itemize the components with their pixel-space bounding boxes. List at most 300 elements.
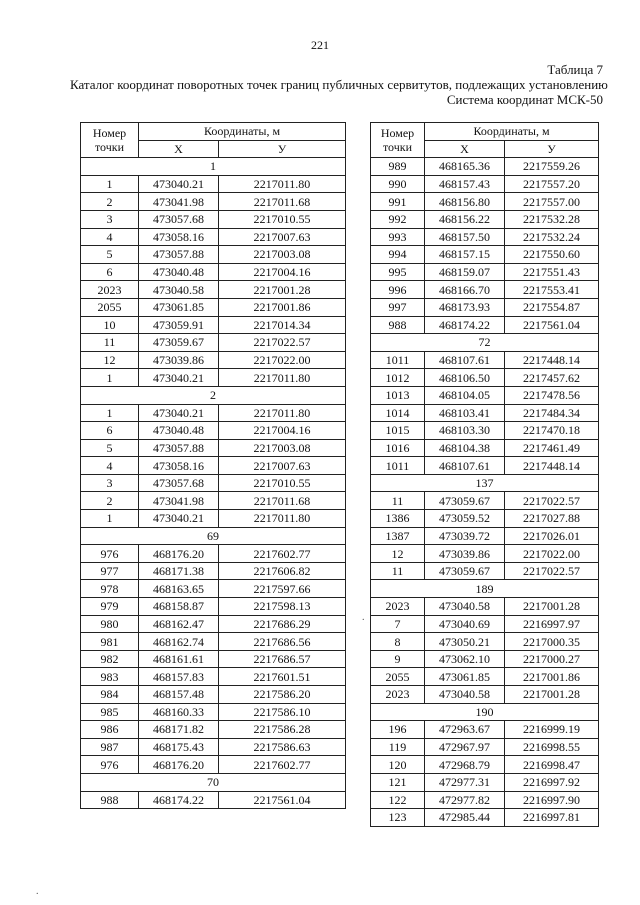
x-coordinate-cell: 468171.82: [139, 721, 219, 739]
x-coordinate-cell: 468157.50: [425, 228, 505, 246]
y-coordinate-cell: 2217586.10: [219, 703, 346, 721]
point-number-cell: 988: [371, 316, 425, 334]
x-coordinate-cell: 473039.72: [425, 527, 505, 545]
x-coordinate-cell: 468165.36: [425, 158, 505, 176]
point-number-cell: 3: [81, 210, 139, 228]
point-number-cell: 11: [81, 334, 139, 352]
y-coordinate-cell: 2217448.14: [505, 457, 599, 475]
table-row: [81, 457, 346, 475]
table-row: [371, 527, 599, 545]
y-coordinate-cell: 2217022.57: [505, 492, 599, 510]
y-coordinate-cell: 2217559.26: [505, 158, 599, 176]
point-number-cell: 12: [371, 545, 425, 563]
y-coordinate-cell: 2217011.80: [219, 175, 346, 193]
table-row: [81, 246, 346, 264]
point-number-cell: 983: [81, 668, 139, 686]
y-coordinate-cell: 2217470.18: [505, 422, 599, 440]
y-coordinate-cell: 2217551.43: [505, 263, 599, 281]
x-coordinate-cell: 473040.21: [139, 175, 219, 193]
y-coordinate-cell: 2217014.34: [219, 316, 346, 334]
group-row: [371, 580, 599, 598]
x-coordinate-cell: 473061.85: [139, 298, 219, 316]
y-coordinate-cell: 2217026.01: [505, 527, 599, 545]
table-row: [81, 668, 346, 686]
x-coordinate-cell: 468107.61: [425, 351, 505, 369]
point-number-cell: 981: [81, 633, 139, 651]
table-row: [81, 404, 346, 422]
table-body-left: [81, 158, 346, 809]
x-coordinate-cell: 468160.33: [139, 703, 219, 721]
table-row: [81, 703, 346, 721]
x-coordinate-cell: 473059.67: [425, 562, 505, 580]
x-coordinate-cell: 468166.70: [425, 281, 505, 299]
table-row: [81, 492, 346, 510]
table-row: [81, 598, 346, 616]
x-coordinate-cell: 468162.74: [139, 633, 219, 651]
point-number-cell: 1: [81, 369, 139, 387]
y-coordinate-cell: 2216997.90: [505, 791, 599, 809]
y-coordinate-cell: 2217461.49: [505, 439, 599, 457]
x-coordinate-cell: 472985.44: [425, 809, 505, 827]
x-coordinate-cell: 473040.58: [425, 686, 505, 704]
y-coordinate-cell: 2217010.55: [219, 474, 346, 492]
table-row: [81, 686, 346, 704]
table-row: [371, 351, 599, 369]
point-number-cell: 977: [81, 562, 139, 580]
table-row: [81, 738, 346, 756]
coordinates-table-left: [80, 122, 346, 809]
group-number: 1: [81, 158, 346, 176]
group-number: 69: [81, 527, 346, 545]
table-row: [81, 756, 346, 774]
point-number-cell: 978: [81, 580, 139, 598]
x-coordinate-cell: 473059.52: [425, 510, 505, 528]
header-point-number: [371, 123, 425, 158]
point-number-cell: 119: [371, 738, 425, 756]
x-coordinate-cell: 473057.88: [139, 246, 219, 264]
x-coordinate-cell: 473041.98: [139, 492, 219, 510]
table-row: [371, 316, 599, 334]
header-point-line2: точки: [94, 140, 125, 155]
x-coordinate-cell: 473040.58: [139, 281, 219, 299]
x-coordinate-cell: 468103.41: [425, 404, 505, 422]
point-number-cell: 11: [371, 562, 425, 580]
table-row: [371, 492, 599, 510]
y-coordinate-cell: 2217022.00: [505, 545, 599, 563]
y-coordinate-cell: 2217007.63: [219, 457, 346, 475]
stray-mark: .: [36, 886, 39, 897]
y-coordinate-cell: 2217022.57: [219, 334, 346, 352]
table-row: [371, 510, 599, 528]
x-coordinate-cell: 473061.85: [425, 668, 505, 686]
point-number-cell: 9: [371, 650, 425, 668]
y-coordinate-cell: 2217001.28: [505, 598, 599, 616]
x-coordinate-cell: 468158.87: [139, 598, 219, 616]
y-coordinate-cell: 2217606.82: [219, 562, 346, 580]
table-row: [371, 809, 599, 827]
table-row: [371, 369, 599, 387]
x-coordinate-cell: 473040.48: [139, 422, 219, 440]
y-coordinate-cell: 2217448.14: [505, 351, 599, 369]
group-number: 72: [371, 334, 599, 352]
point-number-cell: 4: [81, 228, 139, 246]
point-number-cell: 1011: [371, 351, 425, 369]
coordinates-table-right: [370, 122, 599, 827]
point-number-cell: 1011: [371, 457, 425, 475]
point-number-cell: 10: [81, 316, 139, 334]
y-coordinate-cell: 2217586.28: [219, 721, 346, 739]
x-coordinate-cell: 473057.68: [139, 474, 219, 492]
point-number-cell: 1: [81, 404, 139, 422]
point-number-cell: 3: [81, 474, 139, 492]
table-row: [371, 756, 599, 774]
point-number-cell: 1014: [371, 404, 425, 422]
page-number: 221: [311, 38, 329, 52]
table-row: [81, 193, 346, 211]
y-coordinate-cell: 2217550.60: [505, 246, 599, 264]
y-coordinate-cell: 2217011.80: [219, 404, 346, 422]
point-number-cell: 1387: [371, 527, 425, 545]
group-row: [371, 334, 599, 352]
y-coordinate-cell: 2217001.86: [219, 298, 346, 316]
point-number-cell: 976: [81, 756, 139, 774]
point-number-cell: 986: [81, 721, 139, 739]
point-number-cell: 1012: [371, 369, 425, 387]
y-coordinate-cell: 2216999.19: [505, 721, 599, 739]
x-coordinate-cell: 468157.48: [139, 686, 219, 704]
x-coordinate-cell: 473059.91: [139, 316, 219, 334]
header-point-line1: Номер: [380, 126, 415, 141]
y-coordinate-cell: 2217011.80: [219, 510, 346, 528]
group-row: [371, 703, 599, 721]
table-row: [81, 721, 346, 739]
x-coordinate-cell: 468159.07: [425, 263, 505, 281]
x-coordinate-cell: 468157.15: [425, 246, 505, 264]
table-body-right: [371, 158, 599, 827]
header-point-line2: точки: [382, 140, 413, 155]
table-row: [371, 263, 599, 281]
point-number-cell: 982: [81, 650, 139, 668]
table-row: [371, 615, 599, 633]
y-coordinate-cell: 2216998.47: [505, 756, 599, 774]
point-number-cell: 4: [81, 457, 139, 475]
point-number-cell: 980: [81, 615, 139, 633]
y-coordinate-cell: 2217602.77: [219, 545, 346, 563]
x-coordinate-cell: 472963.67: [425, 721, 505, 739]
y-coordinate-cell: 2217022.00: [219, 351, 346, 369]
point-number-cell: 979: [81, 598, 139, 616]
x-coordinate-cell: 473040.48: [139, 263, 219, 281]
x-coordinate-cell: 468156.80: [425, 193, 505, 211]
y-coordinate-cell: 2217553.41: [505, 281, 599, 299]
y-coordinate-cell: 2217601.51: [219, 668, 346, 686]
point-number-cell: 6: [81, 422, 139, 440]
table-row: [81, 439, 346, 457]
point-number-cell: 1013: [371, 386, 425, 404]
x-coordinate-cell: 473050.21: [425, 633, 505, 651]
table-row: [81, 633, 346, 651]
y-coordinate-cell: 2217554.87: [505, 298, 599, 316]
point-number-cell: 976: [81, 545, 139, 563]
table-row: [371, 158, 599, 176]
x-coordinate-cell: 468106.50: [425, 369, 505, 387]
group-row: [81, 158, 346, 176]
x-coordinate-cell: 468176.20: [139, 545, 219, 563]
point-number-cell: 2023: [81, 281, 139, 299]
x-coordinate-cell: 472977.31: [425, 773, 505, 791]
table-row: [371, 228, 599, 246]
point-number-cell: 997: [371, 298, 425, 316]
group-row: [81, 773, 346, 791]
point-number-cell: 987: [81, 738, 139, 756]
point-number-cell: 2023: [371, 598, 425, 616]
stray-mark: .: [362, 612, 365, 623]
table-label: Таблица 7: [547, 62, 603, 77]
x-coordinate-cell: 473040.21: [139, 369, 219, 387]
y-coordinate-cell: 2217000.35: [505, 633, 599, 651]
table-row: [371, 791, 599, 809]
y-coordinate-cell: 2217598.13: [219, 598, 346, 616]
x-coordinate-cell: 468174.22: [139, 791, 219, 809]
x-coordinate-cell: 468162.47: [139, 615, 219, 633]
table-row: [371, 686, 599, 704]
table-row: [371, 175, 599, 193]
table-row: [371, 404, 599, 422]
group-number: 70: [81, 773, 346, 791]
x-coordinate-cell: 468104.05: [425, 386, 505, 404]
x-coordinate-cell: 472968.79: [425, 756, 505, 774]
y-coordinate-cell: 2217000.27: [505, 650, 599, 668]
table-row: [371, 386, 599, 404]
x-coordinate-cell: 473059.67: [425, 492, 505, 510]
x-coordinate-cell: 468176.20: [139, 756, 219, 774]
table-row: [371, 246, 599, 264]
point-number-cell: 985: [81, 703, 139, 721]
y-coordinate-cell: 2216997.97: [505, 615, 599, 633]
table-row: [81, 210, 346, 228]
point-number-cell: 993: [371, 228, 425, 246]
table-row: [81, 580, 346, 598]
table-row: [81, 650, 346, 668]
table-row: [81, 562, 346, 580]
point-number-cell: 7: [371, 615, 425, 633]
point-number-cell: 196: [371, 721, 425, 739]
group-row: [371, 474, 599, 492]
document-title: Каталог координат поворотных точек границ публичных сервитутов, подлежащих установлению: [70, 77, 608, 92]
table-row: [371, 439, 599, 457]
coordinate-system: Система координат МСК-50: [446, 92, 603, 107]
x-coordinate-cell: 473058.16: [139, 228, 219, 246]
point-number-cell: 994: [371, 246, 425, 264]
x-coordinate-cell: 468161.61: [139, 650, 219, 668]
point-number-cell: 2: [81, 193, 139, 211]
y-coordinate-cell: 2217532.28: [505, 210, 599, 228]
point-number-cell: 996: [371, 281, 425, 299]
table-row: [371, 298, 599, 316]
point-number-cell: 11: [371, 492, 425, 510]
x-coordinate-cell: 473040.21: [139, 404, 219, 422]
point-number-cell: 992: [371, 210, 425, 228]
y-coordinate-cell: 2217484.34: [505, 404, 599, 422]
y-coordinate-cell: 2217532.24: [505, 228, 599, 246]
x-coordinate-cell: 473059.67: [139, 334, 219, 352]
y-coordinate-cell: 2217561.04: [219, 791, 346, 809]
point-number-cell: 984: [81, 686, 139, 704]
y-coordinate-cell: 2217007.63: [219, 228, 346, 246]
y-coordinate-cell: 2217686.56: [219, 633, 346, 651]
group-number: 2: [81, 386, 346, 404]
x-coordinate-cell: 473040.21: [139, 510, 219, 528]
y-coordinate-cell: 2217586.63: [219, 738, 346, 756]
point-number-cell: 8: [371, 633, 425, 651]
table-row: [371, 721, 599, 739]
y-coordinate-cell: 2217686.29: [219, 615, 346, 633]
table-row: [371, 738, 599, 756]
y-coordinate-cell: 2217001.86: [505, 668, 599, 686]
group-row: [81, 386, 346, 404]
y-coordinate-cell: 2217561.04: [505, 316, 599, 334]
table-row: [371, 281, 599, 299]
point-number-cell: 1016: [371, 439, 425, 457]
point-number-cell: 990: [371, 175, 425, 193]
point-number-cell: 5: [81, 439, 139, 457]
table-row: [81, 334, 346, 352]
point-number-cell: 989: [371, 158, 425, 176]
point-number-cell: 995: [371, 263, 425, 281]
x-coordinate-cell: 468157.43: [425, 175, 505, 193]
x-coordinate-cell: 473039.86: [139, 351, 219, 369]
header-x: X: [139, 140, 219, 158]
y-coordinate-cell: 2217022.57: [505, 562, 599, 580]
point-number-cell: 1015: [371, 422, 425, 440]
y-coordinate-cell: 2217011.68: [219, 193, 346, 211]
point-number-cell: 122: [371, 791, 425, 809]
y-coordinate-cell: 2217686.57: [219, 650, 346, 668]
table-row: [81, 228, 346, 246]
table-row: [81, 369, 346, 387]
point-number-cell: 2023: [371, 686, 425, 704]
table-row: [371, 598, 599, 616]
y-coordinate-cell: 2217557.00: [505, 193, 599, 211]
y-coordinate-cell: 2216997.81: [505, 809, 599, 827]
y-coordinate-cell: 2217004.16: [219, 263, 346, 281]
table-row: [371, 650, 599, 668]
x-coordinate-cell: 468104.38: [425, 439, 505, 457]
x-coordinate-cell: 468103.30: [425, 422, 505, 440]
table-row: [371, 210, 599, 228]
table-row: [81, 351, 346, 369]
table-row: [371, 562, 599, 580]
point-number-cell: 123: [371, 809, 425, 827]
x-coordinate-cell: 473057.88: [139, 439, 219, 457]
x-coordinate-cell: 473040.58: [425, 598, 505, 616]
y-coordinate-cell: 2217011.68: [219, 492, 346, 510]
y-coordinate-cell: 2217004.16: [219, 422, 346, 440]
point-number-cell: 120: [371, 756, 425, 774]
table-row: [81, 175, 346, 193]
header-y: У: [505, 140, 599, 158]
header-y: У: [219, 140, 346, 158]
table-row: [81, 316, 346, 334]
y-coordinate-cell: 2217597.66: [219, 580, 346, 598]
x-coordinate-cell: 468175.43: [139, 738, 219, 756]
table-row: [81, 474, 346, 492]
table-row: [81, 281, 346, 299]
group-row: [81, 527, 346, 545]
y-coordinate-cell: 2217001.28: [219, 281, 346, 299]
table-row: [81, 510, 346, 528]
x-coordinate-cell: 472967.97: [425, 738, 505, 756]
table-row: [81, 263, 346, 281]
x-coordinate-cell: 468171.38: [139, 562, 219, 580]
header-point-number: [81, 123, 139, 158]
x-coordinate-cell: 468174.22: [425, 316, 505, 334]
table-row: [371, 668, 599, 686]
x-coordinate-cell: 468156.22: [425, 210, 505, 228]
group-number: 189: [371, 580, 599, 598]
y-coordinate-cell: 2217011.80: [219, 369, 346, 387]
point-number-cell: 6: [81, 263, 139, 281]
y-coordinate-cell: 2217602.77: [219, 756, 346, 774]
point-number-cell: 5: [81, 246, 139, 264]
group-number: 190: [371, 703, 599, 721]
table-row: [371, 545, 599, 563]
header-coordinates: Координаты, м: [425, 123, 599, 141]
point-number-cell: 2: [81, 492, 139, 510]
point-number-cell: 2055: [371, 668, 425, 686]
y-coordinate-cell: 2216998.55: [505, 738, 599, 756]
point-number-cell: 1: [81, 175, 139, 193]
table-row: [371, 773, 599, 791]
y-coordinate-cell: 2217001.28: [505, 686, 599, 704]
table-row: [81, 791, 346, 809]
x-coordinate-cell: 468107.61: [425, 457, 505, 475]
y-coordinate-cell: 2217003.08: [219, 246, 346, 264]
x-coordinate-cell: 473058.16: [139, 457, 219, 475]
header-x: X: [425, 140, 505, 158]
x-coordinate-cell: 468173.93: [425, 298, 505, 316]
y-coordinate-cell: 2217027.88: [505, 510, 599, 528]
y-coordinate-cell: 2217003.08: [219, 439, 346, 457]
table-row: [371, 457, 599, 475]
y-coordinate-cell: 2217457.62: [505, 369, 599, 387]
header-point-line1: Номер: [92, 126, 127, 141]
x-coordinate-cell: 473041.98: [139, 193, 219, 211]
y-coordinate-cell: 2216997.92: [505, 773, 599, 791]
table-row: [371, 193, 599, 211]
table-row: [371, 633, 599, 651]
x-coordinate-cell: 472977.82: [425, 791, 505, 809]
y-coordinate-cell: 2217557.20: [505, 175, 599, 193]
x-coordinate-cell: 473062.10: [425, 650, 505, 668]
point-number-cell: 991: [371, 193, 425, 211]
header-coordinates: Координаты, м: [139, 123, 346, 141]
x-coordinate-cell: 473040.69: [425, 615, 505, 633]
point-number-cell: 12: [81, 351, 139, 369]
point-number-cell: 2055: [81, 298, 139, 316]
point-number-cell: 988: [81, 791, 139, 809]
point-number-cell: 121: [371, 773, 425, 791]
y-coordinate-cell: 2217478.56: [505, 386, 599, 404]
y-coordinate-cell: 2217010.55: [219, 210, 346, 228]
table-row: [81, 615, 346, 633]
x-coordinate-cell: 468163.65: [139, 580, 219, 598]
table-row: [81, 298, 346, 316]
x-coordinate-cell: 468157.83: [139, 668, 219, 686]
table-row: [371, 422, 599, 440]
point-number-cell: 1: [81, 510, 139, 528]
y-coordinate-cell: 2217586.20: [219, 686, 346, 704]
